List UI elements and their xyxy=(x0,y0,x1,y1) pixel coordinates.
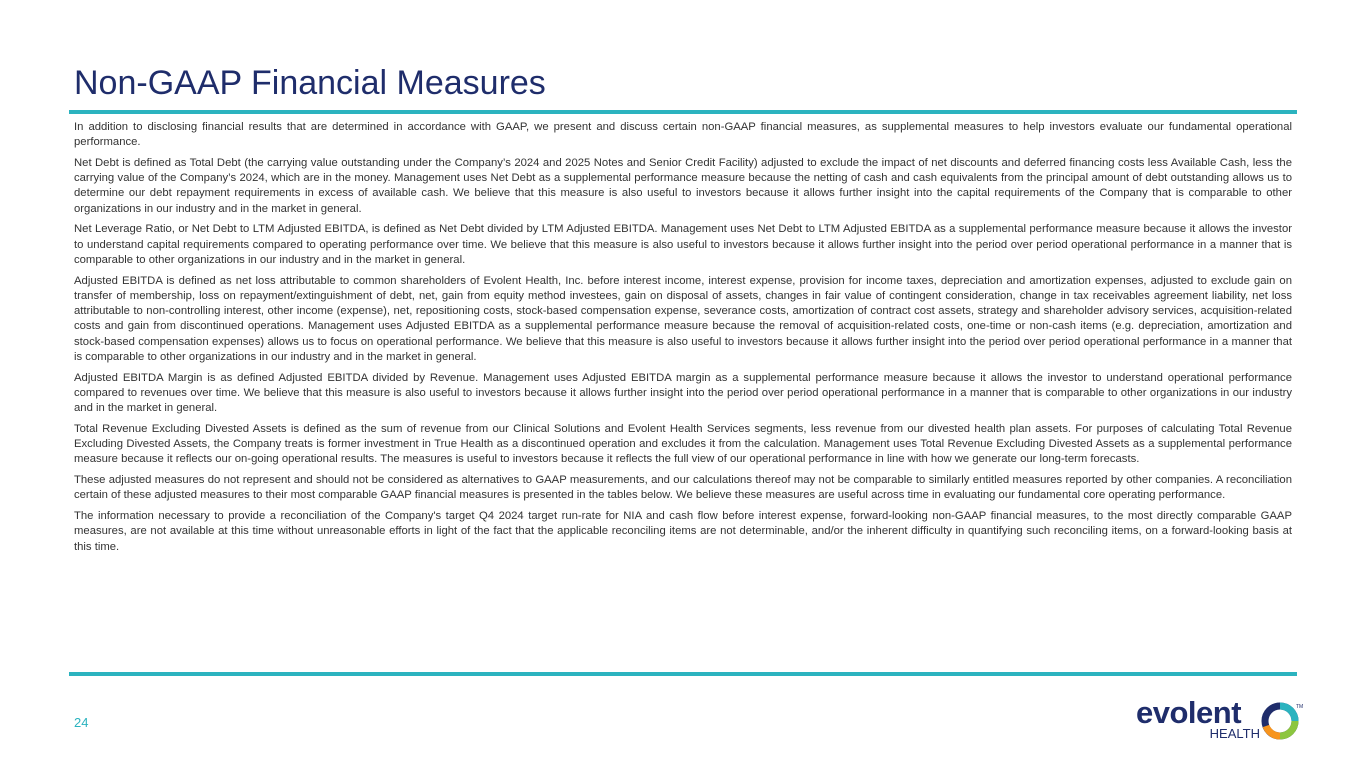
logo-subtext: HEALTH xyxy=(1209,726,1260,741)
paragraph-adjusted-ebitda: Adjusted EBITDA is defined as net loss attributable to common shareholders of Evolent Health, Inc. before interest income, interest expense, provision for income taxes, depreciation and amortization expenses, adjusted to exclude gain on transfer of membership, loss on repayment/extinguishment of debt, net, gain from equity method investees, gain on disposal of assets, changes in fair value of contingent consideration, change in tax receivables agreement liability, net loss attributable to non-controlling interest, other income (expense), net, repositioning costs, stock-based compensation expense, severance costs, amortization of contract cost assets, strategy and shareholder advisory services, acquisition-related costs and gain from discontinued operations. Management uses Adjusted EBITDA as a supplemental performance measure because the removal of acquisition-related costs, one-time or non-cash items (e.g. depreciation, amortization and stock-based compensation expenses) allows us to focus on operational performance. We believe that this measure is also useful to investors because it allows further insight into the period over period operational performance in a manner that is comparable to other organizations in our industry and in the market in general. xyxy=(74,274,1292,364)
body-text-block xyxy=(74,120,1292,560)
evolent-ring-logo-icon xyxy=(1260,699,1304,743)
paragraph-net-debt: Net Debt is defined as Total Debt (the carrying value outstanding under the Company’s 2024 and 2025 Notes and Senior Credit Facility) adjusted to exclude the impact of net discounts and deferred financing costs less Available Cash, less the carrying value of the Company’s 2024, which are in the money. Management uses Net Debt as a supplemental performance measure because the netting of cash and cash equivalents from the principal amount of debt outstanding allows us to determine our debt repayment requirements in excess of available cash. We believe that this measure is also useful to investors because it allows further insight into the capital requirements of the Company that is comparable to other organizations in our industry and in the market in general. xyxy=(74,156,1292,215)
paragraph-reconciliation-note: The information necessary to provide a reconciliation of the Company's target Q4 2024 target run-rate for NIA and cash flow before interest expense, forward-looking non-GAAP financial measures, to the most directly comparable GAAP measures, are not available at this time without unreasonable efforts in light of the fact that the applicable reconciling items are not determinable, and/or the inherent difficulty in quantifying such reconciling items, on a forward-looking basis at this time. xyxy=(74,509,1292,553)
evolent-health-logo xyxy=(1136,695,1306,745)
paragraph-adjusted-measures-disclaimer: These adjusted measures do not represent and should not be considered as alternatives to GAAP measurements, and our calculations thereof may not be comparable to similarly entitled measures reported by other companies. A reconciliation certain of these adjusted measures to their most comparable GAAP financial measures is presented in the tables below. We believe these measures are useful across time in evaluating our fundamental core operating performance. xyxy=(74,474,1292,502)
paragraph-total-revenue-excluding-divested: Total Revenue Excluding Divested Assets is defined as the sum of revenue from our Clinical Solutions and Evolent Health Services segments, less revenue from our divested health plan assets. For purposes of calculating Total Revenue Excluding Divested Assets, the Company treats is former investment in True Health as a discontinued operation and excludes it from the calculation. Management uses Total Revenue Excluding Divested Assets as a supplemental performance measure because it reflects our on-going operational results. The measures is useful to investors because it reflects the full view of our operational performance in line with how we generate our long-term forecasts. xyxy=(74,422,1292,466)
paragraph-adjusted-ebitda-margin: Adjusted EBITDA Margin is as defined Adjusted EBITDA divided by Revenue. Management uses Adjusted EBITDA margin as a supplemental performance measure because it allows the investor to understand operational performance compared to revenues over time. We believe that this measure is also useful to investors because it allows further insight into the period over period operational performance in a manner that is comparable to other organizations in our industry and in the market in general. xyxy=(74,371,1292,415)
logo-wordmark: evolent xyxy=(1136,695,1242,730)
title-divider-line xyxy=(69,110,1297,114)
footer-divider-line xyxy=(69,672,1297,676)
page-number: 24 xyxy=(74,715,89,730)
slide-title: Non-GAAP Financial Measures xyxy=(74,64,546,102)
logo-trademark: TM xyxy=(1296,704,1304,710)
paragraph-intro: In addition to disclosing financial results that are determined in accordance with GAAP, we present and discuss certain non-GAAP financial measures, as supplemental measures to help investors evaluate our fundamental operational performance. xyxy=(74,121,1292,149)
paragraph-net-leverage-ratio: Net Leverage Ratio, or Net Debt to LTM Adjusted EBITDA, is defined as Net Debt divided by LTM Adjusted EBITDA. Management uses Net Debt to LTM Adjusted EBITDA as a supplemental performance measure because it allows the investor to understand capital requirements compared to operating performance over time. We believe that this measure is also useful to investors because it allows further insight into the period over period operational performance in a manner that is comparable to other organizations in our industry and in the market in general. xyxy=(74,223,1292,266)
